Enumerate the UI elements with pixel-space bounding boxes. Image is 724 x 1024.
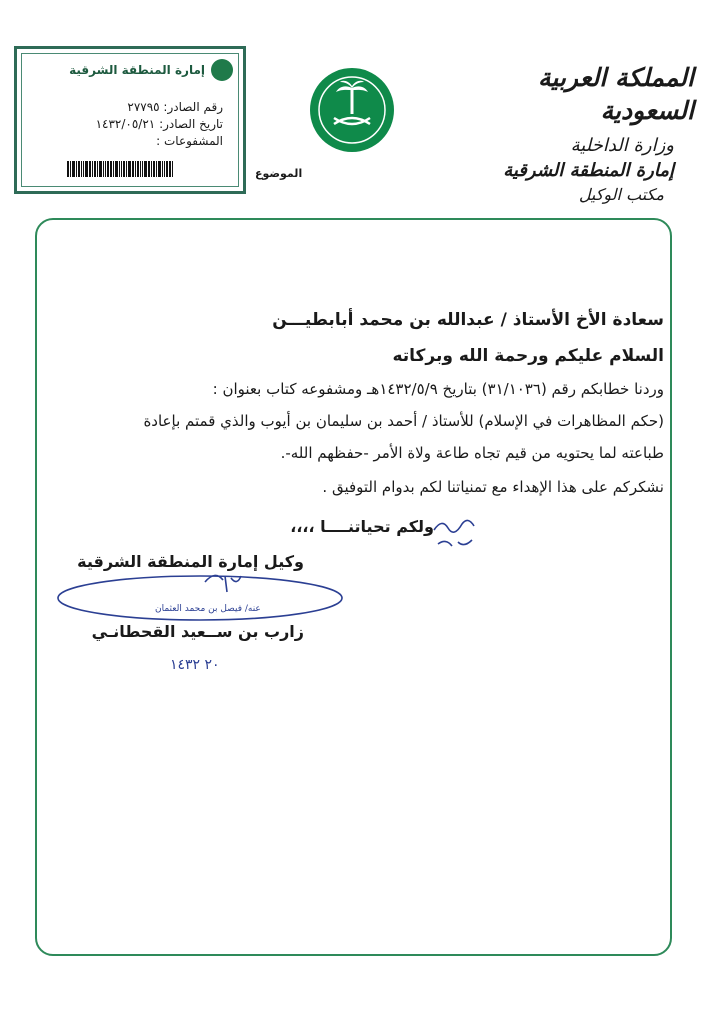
paragraph-3: طباعته لما يحتويه من قيم تجاه طاعة ولاة الأمر -حفظهم الله-. xyxy=(280,444,664,462)
signature-oval-icon xyxy=(55,568,345,624)
date-row: تاريخ الصادر: ١٤٣٢/٠٥/٢١ xyxy=(95,117,223,131)
paragraph-4: نشكركم على هذا الإهداء مع تمنياتنا لكم بدوام التوفيق . xyxy=(322,478,664,496)
emirate-name: إمارة المنطقة الشرقية xyxy=(503,160,674,181)
barcode xyxy=(67,161,174,177)
kingdom-name: المملكة العربية السعودية xyxy=(538,63,694,125)
date-value: ١٤٣٢/٠٥/٢١ xyxy=(95,117,156,131)
salutation: سعادة الأخ الأستاذ / عبدالله بن محمد أبابطيـــن xyxy=(272,310,664,330)
handwritten-initials-icon xyxy=(428,512,484,556)
paragraph-1: وردنا خطابكم رقم (٣١/١٠٣٦) بتاريخ ١٤٣٢/٥/٩هـ ومشفوعه كتاب بعنوان : xyxy=(212,380,664,398)
date-stamp: ٢٠ ١٤٣٢ xyxy=(170,657,220,673)
stamp-title: إمارة المنطقة الشرقية xyxy=(69,63,205,77)
saudi-emblem-icon xyxy=(310,68,394,152)
date-label: تاريخ الصادر xyxy=(163,117,223,131)
signatory-name: زارب بن ســعيد القحطانـي xyxy=(91,622,304,641)
paragraph-2: (حكم المظاهرات في الإسلام) للأستاذ / أحمد بن سليمان بن أيوب والذي قمتم بإعادة xyxy=(143,412,664,430)
ref-row: رقم الصادر: ٢٧٧٩٥ xyxy=(127,100,223,114)
ref-value: ٢٧٧٩٥ xyxy=(127,100,160,114)
outgoing-stamp xyxy=(14,46,246,194)
signatory-title: وكيل إمارة المنطقة الشرقية xyxy=(77,552,304,571)
on-behalf-signature: عنه/ فيصل بن محمد العثمان xyxy=(155,604,261,614)
greeting: السلام عليكم ورحمة الله وبركاته xyxy=(392,346,664,366)
emblem-icon xyxy=(211,59,233,81)
subject-label: الموضوع xyxy=(255,167,303,180)
closing: ولكم تحياتنــــا ،،،، xyxy=(290,517,434,536)
attachments-label: المشفوعات xyxy=(163,134,223,148)
attachments-row: المشفوعات : xyxy=(156,134,223,148)
ministry-name: وزارة الداخلية xyxy=(570,135,674,156)
office-name: مكتب الوكيل xyxy=(578,185,664,204)
ref-label: رقم الصادر xyxy=(167,100,223,114)
letterhead xyxy=(484,62,694,204)
